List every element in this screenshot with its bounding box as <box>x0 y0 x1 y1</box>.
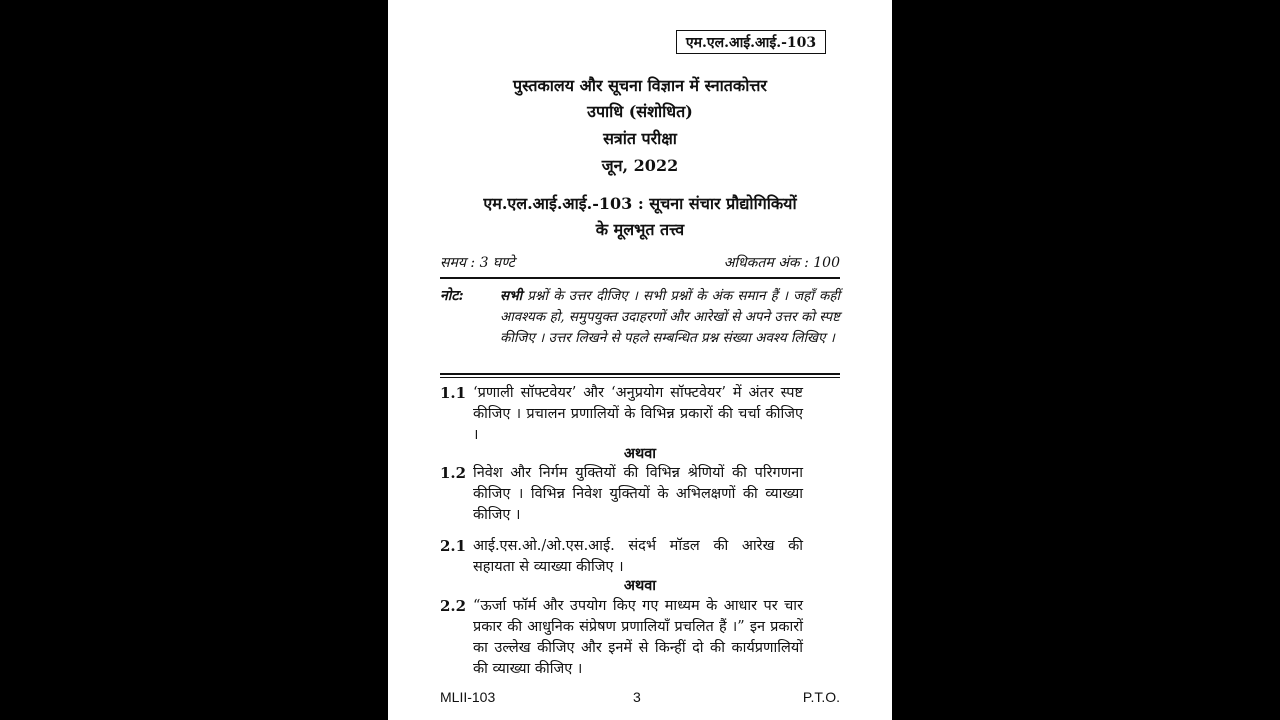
question-number: 1.2 <box>440 464 467 482</box>
footer-course-code: MLII-103 <box>440 689 496 705</box>
course-title-line-2: के मूलभूत तत्त्व <box>595 220 685 239</box>
page-number: 3 <box>633 689 641 705</box>
time-allowed: समय : 3 घण्टे <box>440 255 515 271</box>
note-bold: सभी <box>500 288 523 304</box>
question-text: आई.एस.ओ./ओ.एस.आई. संदर्भ मॉडल की आरेख की सहायता से व्याख्या कीजिए । <box>473 538 803 575</box>
question-number: 2.2 <box>440 597 467 615</box>
double-divider-top <box>440 373 840 375</box>
exam-page <box>388 0 892 720</box>
or-label: अथवा <box>623 445 657 462</box>
note-label: नोट: <box>440 288 464 304</box>
course-code-box: एम.एल.आई.आई.-103 <box>676 30 826 54</box>
double-divider-bottom <box>440 377 840 378</box>
or-label: अथवा <box>623 577 657 594</box>
question-number: 2.1 <box>440 537 467 555</box>
heading-line-1: पुस्तकालय और सूचना विज्ञान में स्नातकोत्तर <box>513 76 767 95</box>
max-marks: अधिकतम अंक : 100 <box>723 255 840 271</box>
heading-line-3: सत्रांत परीक्षा <box>603 129 677 148</box>
heading-line-4: जून, 2022 <box>601 156 679 175</box>
note-body: प्रश्नों के उत्तर दीजिए । सभी प्रश्नों के अंक समान हैं । जहाँ कहीं आवश्यक हो, समुपयुक्त उदाहरणों और आरेखों से अपने उत्तर को स्पष्ट कीजिए । उत्तर लिखने से पहले सम्बन्धित प्रश्न संख्या अवश्य लिखिए । <box>500 288 840 346</box>
question-text: ‘प्रणाली सॉफ्टवेयर’ और ‘अनुप्रयोग सॉफ्टवेयर’ में अंतर स्पष्ट कीजिए । प्रचालन प्रणालियों के विभिन्न प्रकारों की चर्चा कीजिए । <box>473 385 803 443</box>
question-text: निवेश और निर्गम युक्तियों की विभिन्न श्रेणियों की परिगणना कीजिए । विभिन्न निवेश युक्तियों के अभिलक्षणों की व्याख्या कीजिए । <box>473 465 803 523</box>
note-text <box>500 286 840 349</box>
course-title-line-1: एम.एल.आई.आई.-103 : सूचना संचार प्रौद्योगिकियों <box>483 194 797 213</box>
question-number: 1.1 <box>440 384 467 402</box>
question-text: “ऊर्जा फॉर्म और उपयोग किए गए माध्यम के आधार पर चार प्रकार की आधुनिक संप्रेषण प्रणालियाँ प्रचलित हैं ।” इन प्रकारों का उल्लेख कीजिए और इनमें से किन्हीं दो की कार्यप्रणालियों की व्याख्या कीजिए । <box>473 598 803 677</box>
please-turn-over: P.T.O. <box>802 689 840 705</box>
heading-line-2: उपाधि (संशोधित) <box>587 102 693 121</box>
divider <box>440 277 840 279</box>
